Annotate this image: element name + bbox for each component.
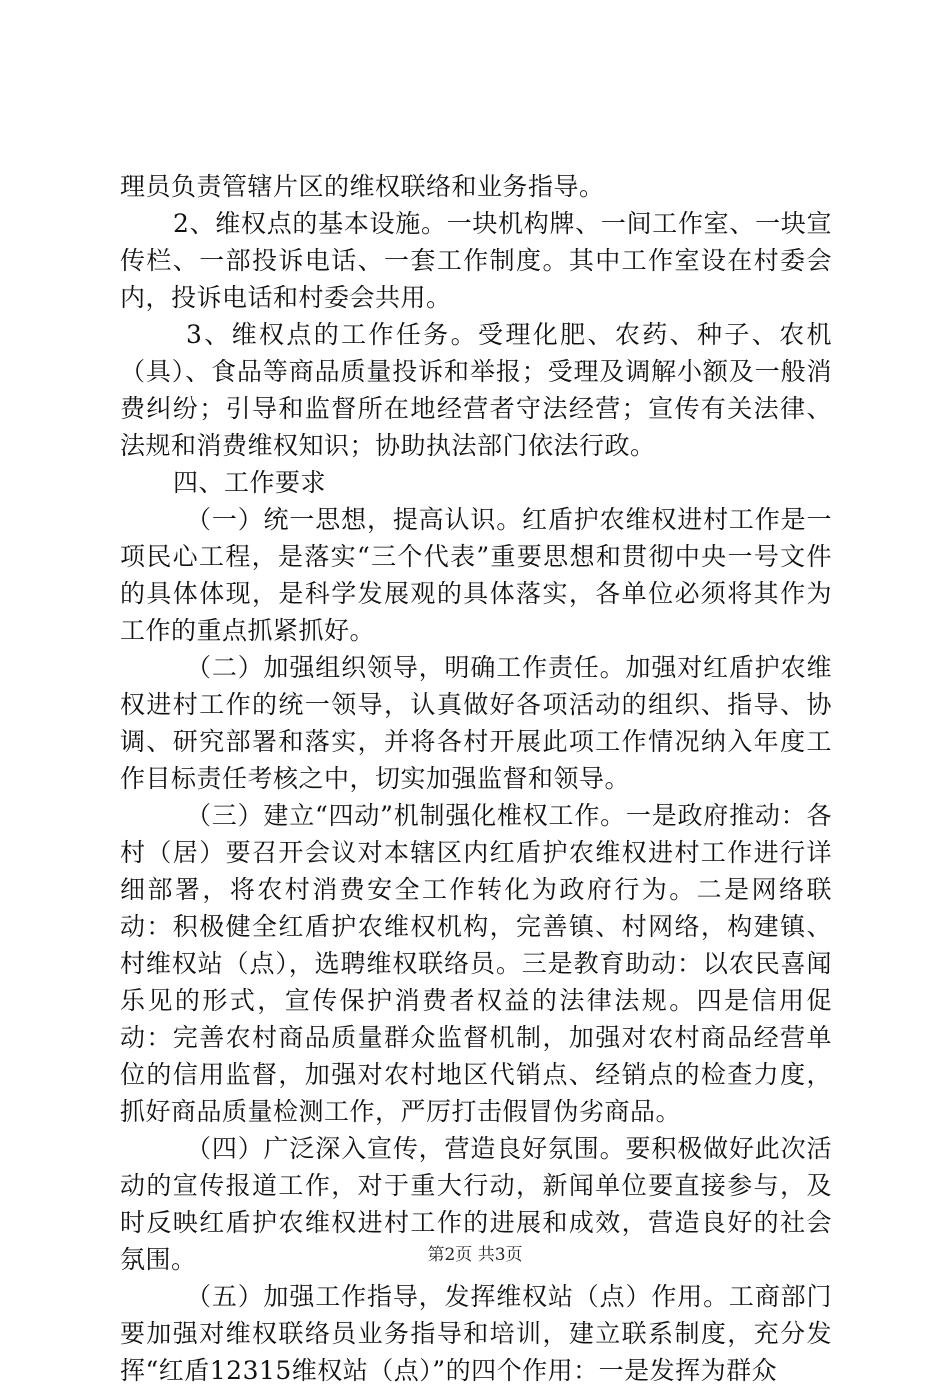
paragraph-continuation: 理员负责管辖片区的维权联络和业务指导。 [120, 172, 605, 201]
paragraph-requirement-1: （一）统一思想，提高认识。红盾护农维权进村工作是一项民心工程，是落实“三个代表”重要思想和贯彻中央一号文件的具体体现，是科学发展观的具体落实，各单位必须将其作为工作的重点抓紧抓好。 [120, 505, 832, 645]
section-heading-requirements: 四、工作要求 [173, 468, 327, 497]
paragraph-tasks: 3、维权点的工作任务。受理化肥、农药、种子、农机（具）、食品等商品质量投诉和举报；受理及调解小额及一般消费纠纷；引导和监督所在地经营者守法经营；宣传有关法律、法规和消费维权知识；协助执法部门依法行政。 [120, 320, 832, 460]
paragraph-requirement-2: （二）加强组织领导，明确工作责任。加强对红盾护农维权进村工作的统一领导，认真做好各项活动的组织、指导、协调、研究部署和落实，并将各村开展此项工作情况纳入年度工作目标责任考核之中，切实加强监督和领导。 [120, 653, 832, 793]
paragraph-requirement-3: （三）建立“四动”机制强化椎权工作。一是政府推动：各村（居）要召开会议对本辖区内红盾护农维权进村工作进行详细部署，将农村消费安全工作转化为政府行为。二是网络联动：积极健全红盾护农维权机构，完善镇、村网络，构建镇、村维权站（点），选聘维权联络员。三是教育助动：以农民喜闻乐见的形式，宣传保护消费者权益的法律法规。四是信用促动：完善农村商品质量群众监督机制，加强对农村商品经营单位的信用监督，加强对农村地区代销点、经销点的检查力度，抓好商品质量检测工作，严厉打击假冒伪劣商品。 [120, 801, 832, 1126]
page-number-footer: 第2页 共3页 [427, 1245, 523, 1265]
document-body [120, 168, 832, 1389]
paragraph-requirement-4: （四）广泛深入宣传，营造良好氛围。要积极做好此次活动的宣传报道工作，对于重大行动，新闻单位要直接参与，及时反映红盾护农维权进村工作的进展和成效，营造良好的社会氛围。 [120, 1134, 832, 1274]
paragraph-facilities: 2、维权点的基本设施。一块机构牌、一间工作室、一块宣传栏、一部投诉电话、一套工作制度。其中工作室设在村委会内，投诉电话和村委会共用。 [120, 209, 832, 312]
paragraph-requirement-5: （五）加强工作指导，发挥维权站（点）作用。工商部门要加强对维权联络员业务指导和培训，建立联系制度，充分发挥“红盾12315维权站（点）”的四个作用：一是发挥为群众 [120, 1282, 832, 1385]
